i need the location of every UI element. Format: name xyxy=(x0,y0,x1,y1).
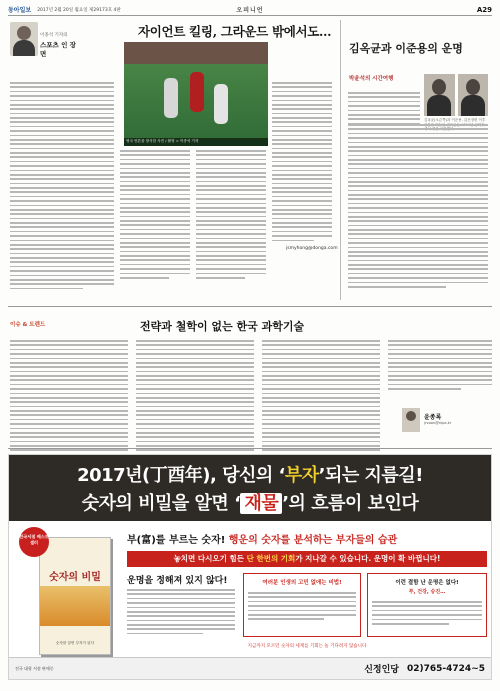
ad-slogan: 부(富)를 부르는 숫자! 행운의 숫자를 분석하는 부자들의 습관 xyxy=(127,535,398,546)
portrait-left xyxy=(424,74,455,116)
middle-column-4 xyxy=(388,340,492,390)
ad-contact-bar xyxy=(9,657,491,679)
history-column-name: 박윤석의 시간여행 xyxy=(349,76,394,82)
ad-headline-1: 2017년(丁酉年), 당신의 ‘부자’되는 지름길! xyxy=(77,465,423,486)
history-headline: 김옥균과 이준용의 운명 xyxy=(349,42,463,55)
ad-footer-note: 지금까지 모르던 숫자의 세계를 기회는 놀 기다려지 않습니다 xyxy=(247,644,367,649)
section-title: 오피니언 xyxy=(236,7,264,14)
middle-column-1 xyxy=(10,340,128,460)
middle-column-3 xyxy=(262,340,380,460)
column-profile xyxy=(8,20,76,76)
issue-date: 2017년 2월 20일 월요일 제29173호 4판 xyxy=(37,7,121,13)
middle-author xyxy=(394,402,494,442)
reporter-photo xyxy=(10,22,38,56)
top-article-column-1 xyxy=(10,82,114,289)
book-subtitle: 숫자를 알면 부자가 된다 xyxy=(55,641,95,646)
ad-box-secret-title: 여러분 인생의 고민 없애는 비법! xyxy=(262,580,342,586)
middle-headline: 전략과 철학이 없는 한국 과학기술 xyxy=(140,320,305,333)
top-headline: 자이언트 킬링, 그라운드 밖에서도… xyxy=(138,24,332,39)
top-article-column-3 xyxy=(120,150,190,279)
author-name: 윤종록 xyxy=(424,414,442,421)
column-title: 스포츠 인 장면 xyxy=(40,41,76,58)
historical-portraits xyxy=(424,74,488,116)
ad-body-text xyxy=(127,589,235,634)
author-photo xyxy=(402,408,420,432)
bestseller-badge: 전국서점 베스트 셀러 xyxy=(19,527,49,557)
book-title: 숫자의 비밀 xyxy=(49,572,101,583)
photo-caption: 영국 언론을 장식한 사진 / 촬영 = 이종석 기자 xyxy=(124,138,268,146)
ad-box-fate xyxy=(367,573,487,637)
ad-box-fate-sub: 부, 건강, 승진… xyxy=(408,589,446,595)
ad-phone-number: 02)765-4724~5 xyxy=(406,663,485,674)
portrait-right xyxy=(458,74,489,116)
issue-tag: 이슈 & 트렌드 xyxy=(10,322,46,328)
ad-red-bar: 놓치면 다시오기 힘든 단 한번의 기회가 지나갈 수 있습니다. 운명이 확 바뀝니다! xyxy=(127,551,487,567)
newspaper-brand: 동아일보 xyxy=(8,7,32,14)
middle-column-2 xyxy=(136,340,254,460)
history-text-body xyxy=(348,124,488,288)
ad-divider xyxy=(8,448,492,449)
ad-box-fate-title: 이런 결함 난 운명은 없다! xyxy=(395,580,459,586)
section-divider xyxy=(8,306,492,307)
page-number: A29 xyxy=(476,5,492,14)
book-cover xyxy=(39,537,111,655)
book-cover-block xyxy=(17,527,117,663)
page-header xyxy=(8,4,492,16)
column-reporter: 이종석 기자의 xyxy=(40,33,68,38)
ad-box-secret xyxy=(243,573,361,637)
ad-headline-2: 숫자의 비밀을 알면 ‘ 재물 ’의 흐름이 보인다 xyxy=(81,493,419,514)
history-text-top xyxy=(348,92,420,124)
book-advertisement xyxy=(8,454,492,680)
ad-publisher: 신정인당 xyxy=(364,665,399,675)
top-article-column-4 xyxy=(272,82,332,241)
top-article-column-2 xyxy=(196,150,266,279)
football-photo xyxy=(124,42,268,146)
ad-subhead: 운명을 정해져 있지 않다! xyxy=(127,576,228,586)
ad-contact-note: 전국 대형 서점 판매중 xyxy=(15,665,54,671)
portrait-caption: 김옥균(오른쪽)과 이준용. 갑신정변 이후 xyxy=(424,118,486,122)
top-article-byline: jsmyhong@donga.com xyxy=(286,246,338,251)
author-email: jrvoon@nipa.kr xyxy=(424,421,452,425)
